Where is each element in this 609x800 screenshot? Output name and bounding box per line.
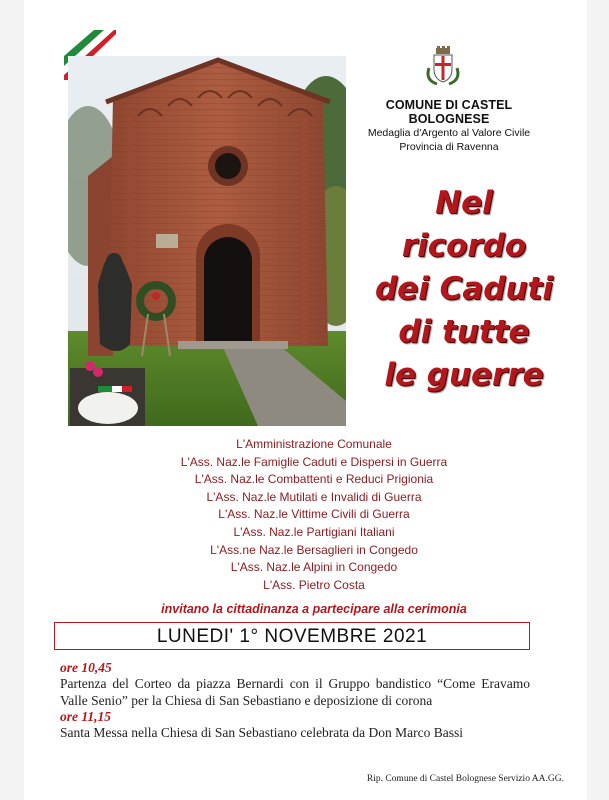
municipality-header [354, 98, 544, 154]
title-line: di tutte [398, 314, 530, 350]
municipality-name: COMUNE DI CASTEL BOLOGNESE [385, 98, 513, 126]
footer-credit: Rip. Comune di Castel Bolognese Servizio AA.GG. [366, 774, 564, 784]
association-item: L'Ass. Naz.le Famiglie Caduti e Dispersi in Guerra [180, 454, 448, 469]
province-line: Provincia di Ravenna [399, 141, 499, 153]
association-item: L'Ass. Naz.le Mutilati e Invalidi di Guerra [206, 489, 422, 504]
schedule [60, 660, 530, 742]
schedule-text: Partenza del Corteo da piazza Bernardi con il Gruppo bandistico “Come Eravamo Valle Senio” per la Chiesa di San Sebastiano e deposizione di corona [60, 676, 530, 708]
association-item: L'Amministrazione Comunale [236, 437, 392, 451]
medal-line: Medaglia d'Argento al Valore Civile [367, 127, 531, 139]
poster [24, 0, 587, 800]
association-item: L'Ass. Naz.le Alpini in Congedo [230, 560, 398, 575]
schedule-time: ore 11,15 [60, 709, 112, 724]
remembrance-title [349, 182, 579, 397]
schedule-time: ore 10,45 [60, 660, 112, 675]
schedule-text: Santa Messa nella Chiesa di San Sebastiano celebrata da Don Marco Bassi [60, 725, 464, 740]
association-item: L'Ass.ne Naz.le Bersaglieri in Congedo [210, 542, 418, 557]
association-item: L'Ass. Naz.le Partigiani Italiani [233, 524, 395, 539]
invitation-line: invitano la cittadinanza a partecipare alla cerimonia [161, 602, 467, 616]
associations-list [94, 436, 534, 594]
title-line: ricordo [401, 228, 527, 264]
municipal-crest-icon [424, 46, 462, 86]
title-line: le guerre [384, 357, 544, 393]
association-item: L'Ass. Naz.le Combattenti e Reduci Prigionia [194, 472, 434, 487]
association-item: L'Ass. Naz.le Vittime Civili di Guerra [218, 507, 410, 522]
event-date: LUNEDI' 1° NOVEMBRE 2021 [54, 622, 530, 650]
title-line: Nel [435, 185, 493, 221]
church-photo [68, 56, 346, 426]
association-item: L'Ass. Pietro Costa [263, 577, 365, 592]
title-line: dei Caduti [374, 271, 553, 307]
